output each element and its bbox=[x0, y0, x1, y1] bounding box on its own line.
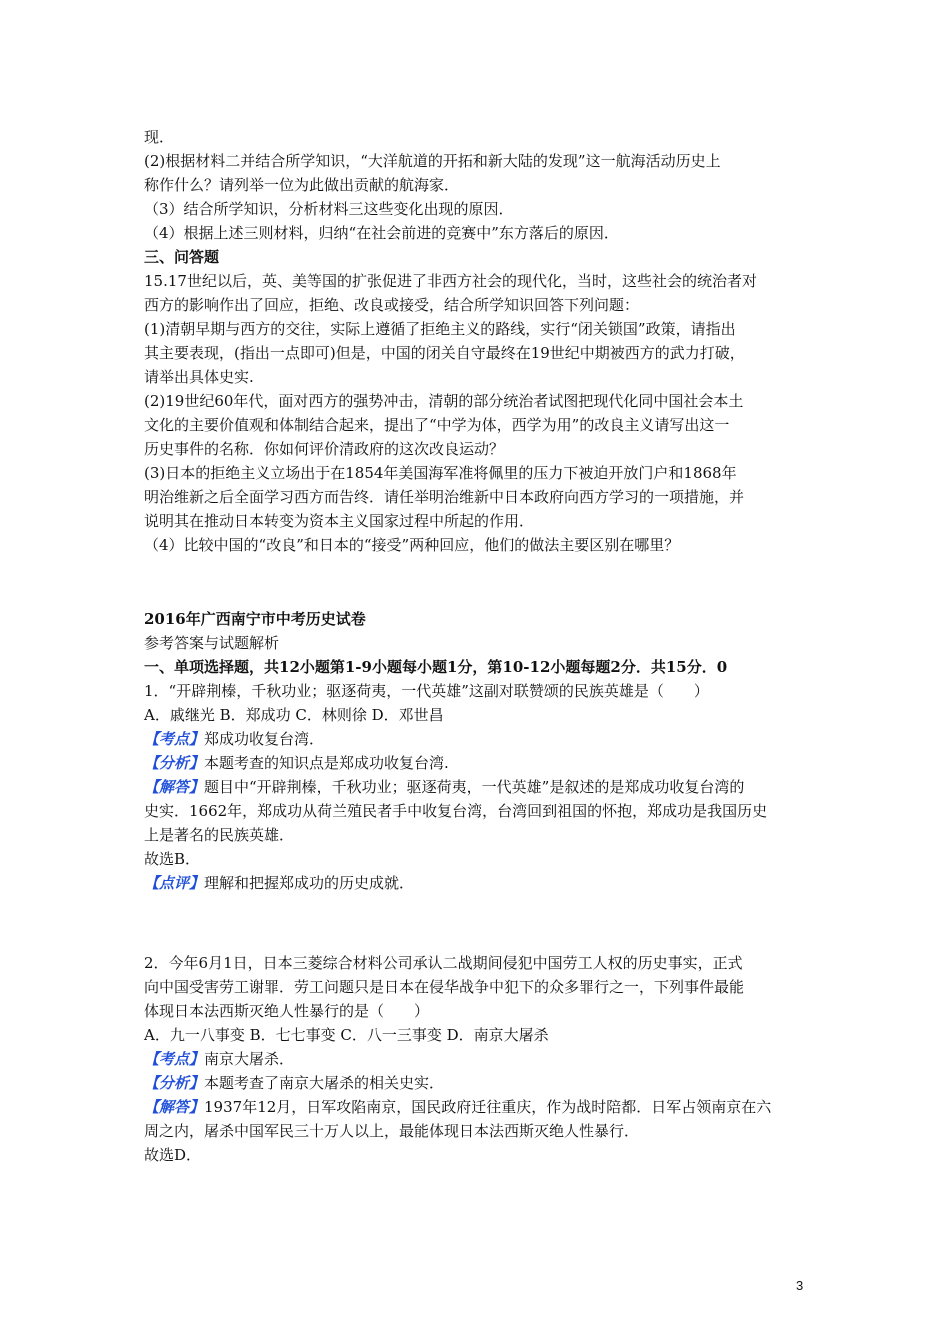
question-stem: 2．今年6月1日，日本三菱综合材料公司承认二战期间侵犯中国劳工人权的历史事实，正式 bbox=[144, 954, 743, 972]
kaodian-line bbox=[144, 1047, 814, 1071]
fenxi-tag: 【分析】 bbox=[144, 754, 205, 772]
kaodian-tag: 【考点】 bbox=[144, 1050, 205, 1068]
fenxi-text: 本题考查了南京大屠杀的相关史实． bbox=[204, 1074, 445, 1092]
question-text: 明治维新之后全面学习西方而告终．请任举明治维新中日本政府向西方学习的一项措施，并 bbox=[144, 488, 745, 506]
section-heading: 一、单项选择题，共12小题第1-9小题每小题1分，第10-12小题每题2分．共15分．0 bbox=[144, 658, 728, 676]
question-text: 说明其在推动日本转变为资本主义国家过程中所起的作用． bbox=[144, 512, 535, 530]
dianping-line bbox=[144, 871, 814, 895]
question-text: 其主要表现，(指出一点即可)但是，中国的闭关自守最终在19世纪中期被西方的武力打破， bbox=[144, 344, 745, 362]
jieda-text: 周之内，屠杀中国军民三十万人以上，最能体现日本法西斯灭绝人性暴行． bbox=[144, 1122, 640, 1140]
question-options: A．戚继光 B．郑成功 C．林则徐 D．邓世昌 bbox=[144, 706, 444, 724]
fenxi-tag: 【分析】 bbox=[144, 1074, 205, 1092]
dianping-tag: 【点评】 bbox=[144, 874, 205, 892]
text-line: （4）根据上述三则材料，归纳“在社会前进的竞赛中”东方落后的原因． bbox=[144, 224, 619, 242]
question-stem: 向中国受害劳工谢罪．劳工问题只是日本在侵华战争中犯下的众多罪行之一，下列事件最能 bbox=[144, 978, 745, 996]
text-line: 称作什么？请列举一位为此做出贡献的航海家． bbox=[144, 176, 460, 194]
question-text: 西方的影响作出了回应，拒绝、改良或接受，结合所学知识回答下列问题： bbox=[144, 296, 640, 314]
question-options: A．九一八事变 B．七七事变 C．八一三事变 D．南京大屠杀 bbox=[144, 1026, 549, 1044]
answer-choice: 故选B． bbox=[144, 850, 201, 868]
kaodian-line bbox=[144, 727, 814, 751]
section-heading: 三、问答题 bbox=[144, 248, 220, 266]
question-stem: 1．“开辟荆榛，千秋功业；驱逐荷夷，一代英雄”这副对联赞颂的民族英雄是（ ） bbox=[144, 682, 709, 700]
jieda-tag: 【解答】 bbox=[144, 1098, 205, 1116]
spacer bbox=[144, 557, 814, 607]
jieda-text: 题目中“开辟荆榛，千秋功业；驱逐荷夷，一代英雄”是叙述的是郑成功收复台湾的 bbox=[204, 778, 745, 796]
question-text: 历史事件的名称．你如何评价清政府的这次改良运动？ bbox=[144, 440, 505, 458]
jieda-text: 史实．1662年，郑成功从荷兰殖民者手中收复台湾，台湾回到祖国的怀抱，郑成功是我国历史 bbox=[144, 802, 768, 820]
jieda-line bbox=[144, 775, 814, 799]
jieda-tag: 【解答】 bbox=[144, 778, 205, 796]
question-text: 15.17世纪以后，英、美等国的扩张促进了非西方社会的现代化，当时，这些社会的统治者对 bbox=[144, 272, 757, 290]
kaodian-text: 郑成功收复台湾． bbox=[204, 730, 325, 748]
dianping-text: 理解和把握郑成功的历史成就． bbox=[204, 874, 415, 892]
fenxi-text: 本题考查的知识点是郑成功收复台湾. bbox=[204, 754, 449, 772]
text-line: （3）结合所学知识，分析材料三这些变化出现的原因． bbox=[144, 200, 514, 218]
document-page bbox=[144, 125, 814, 1167]
question-text: 文化的主要价值观和体制结合起来，提出了“中学为体，西学为用”的改良主义请写出这一 bbox=[144, 416, 730, 434]
text-line: 现． bbox=[144, 128, 175, 146]
question-text: (2)19世纪60年代，面对西方的强势冲击，清朝的部分统治者试图把现代化同中国社会本土 bbox=[144, 392, 744, 410]
fenxi-line bbox=[144, 1071, 814, 1095]
text-line: (2)根据材料二并结合所学知识，“大洋航道的开拓和新大陆的发现”这一航海活动历史上 bbox=[144, 152, 721, 170]
question-stem: 体现日本法西斯灭绝人性暴行的是（ ） bbox=[144, 1002, 430, 1020]
jieda-text: 1937年12月，日军攻陷南京，国民政府迁往重庆，作为战时陪都．日军占领南京在六 bbox=[204, 1098, 772, 1116]
page-number: 3 bbox=[796, 1278, 804, 1293]
fenxi-line bbox=[144, 751, 814, 775]
answer-title: 2016年广西南宁市中考历史试卷 bbox=[144, 610, 366, 628]
kaodian-tag: 【考点】 bbox=[144, 730, 205, 748]
question-text: 请举出具体史实. bbox=[144, 368, 254, 386]
question-text: (3)日本的拒绝主义立场出于在1854年美国海军准将佩里的压力下被迫开放门户和1868年 bbox=[144, 464, 737, 482]
jieda-line bbox=[144, 1095, 814, 1119]
answer-choice: 故选D． bbox=[144, 1146, 202, 1164]
jieda-text: 上是著名的民族英雄． bbox=[144, 826, 295, 844]
question-text: （4）比较中国的“改良”和日本的“接受”两种回应，他们的做法主要区别在哪里？ bbox=[144, 536, 680, 554]
spacer bbox=[144, 895, 814, 951]
question-text: (1)清朝早期与西方的交往，实际上遵循了拒绝主义的路线，实行“闭关锁国”政策，请指出 bbox=[144, 320, 736, 338]
answer-subtitle: 参考答案与试题解析 bbox=[144, 634, 280, 652]
kaodian-text: 南京大屠杀． bbox=[204, 1050, 295, 1068]
